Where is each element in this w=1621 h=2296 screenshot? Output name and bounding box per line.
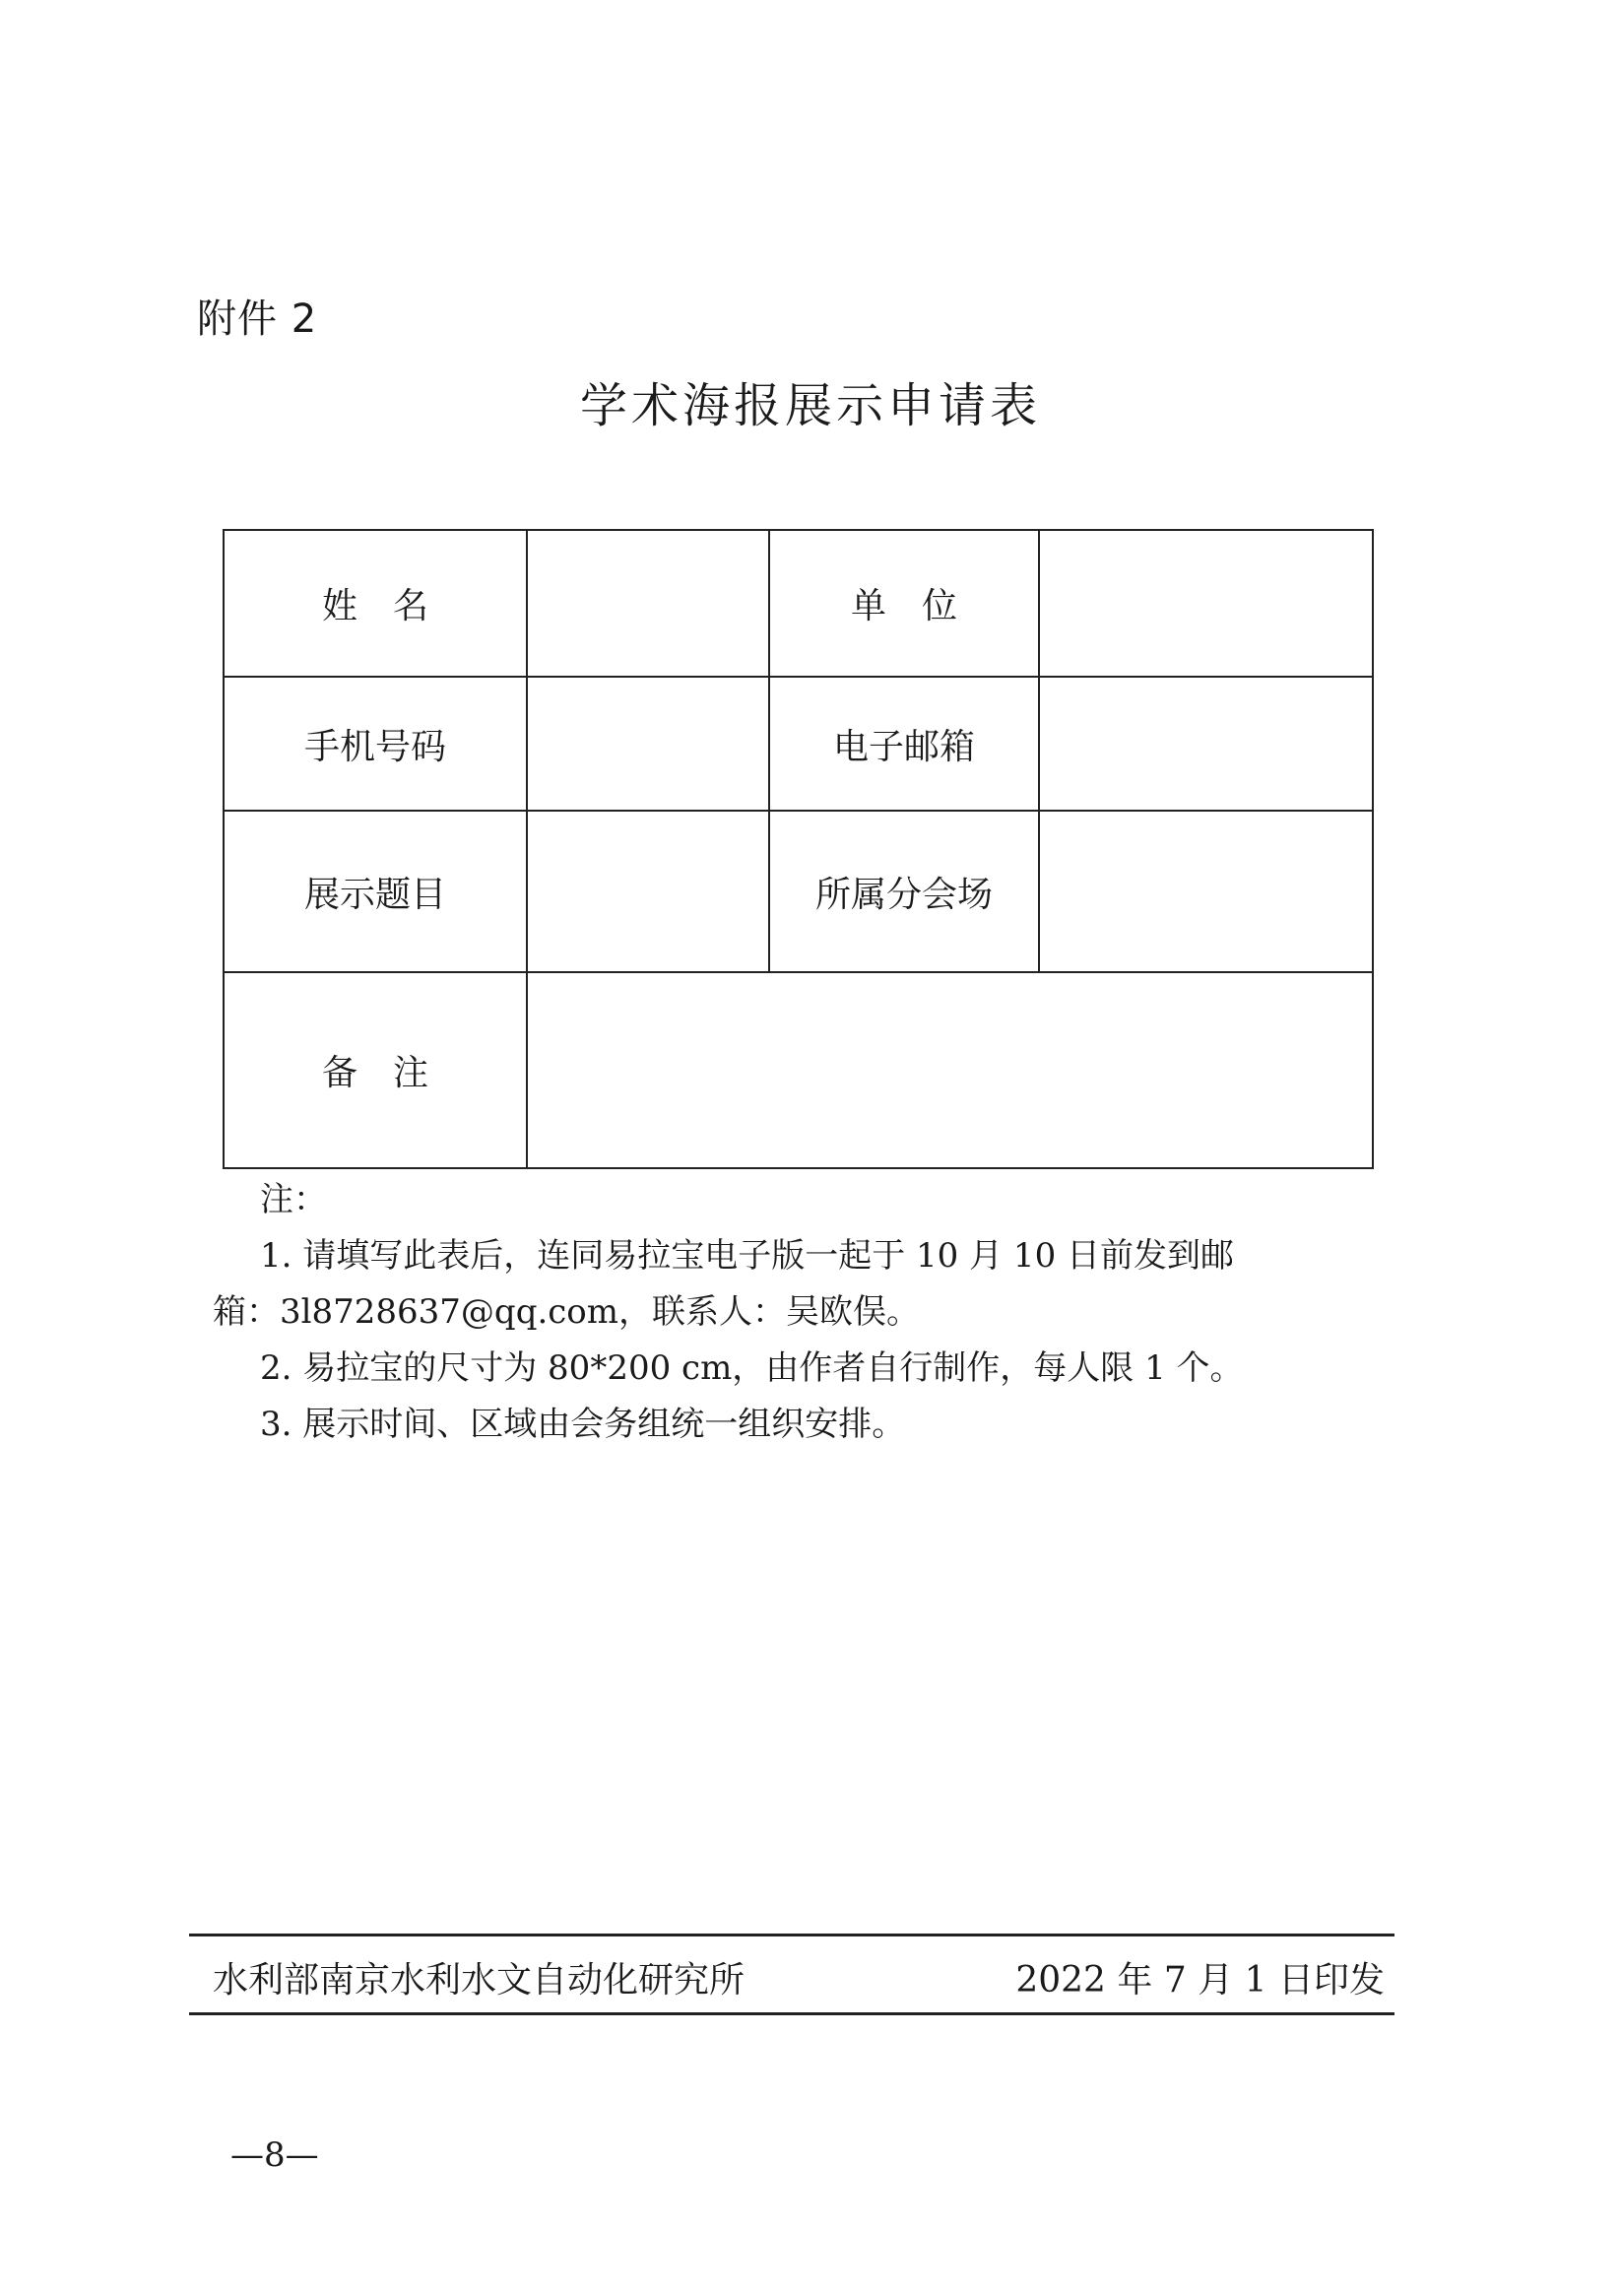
note-item-3: 3. 展示时间、区域由会务组统一组织安排。 <box>260 1405 906 1444</box>
note-item-1-continued: 箱：3l8728637@qq.com，联系人：吴欧俣。 <box>213 1292 921 1332</box>
attachment-label: 附件 2 <box>197 296 318 342</box>
form-row-remarks <box>224 972 1373 1168</box>
footer-top-rule <box>189 1934 1394 1936</box>
unit-label: 单 位 <box>769 530 1039 677</box>
application-form-table <box>223 529 1374 1169</box>
form-title: 学术海报展示申请表 <box>579 378 1041 433</box>
page-number: —8— <box>230 2135 319 2175</box>
session-label: 所属分会场 <box>769 811 1039 972</box>
note-item-2: 2. 易拉宝的尺寸为 80*200 cm，由作者自行制作，每人限 1 个。 <box>260 1348 1244 1388</box>
phone-field[interactable] <box>527 677 769 811</box>
form-row-phone-email <box>224 677 1373 811</box>
name-label: 姓 名 <box>224 530 527 677</box>
notes-section <box>213 1172 1394 1453</box>
topic-label: 展示题目 <box>224 811 527 972</box>
notes-heading: 注： <box>260 1180 327 1219</box>
phone-label: 手机号码 <box>224 677 527 811</box>
session-field[interactable] <box>1039 811 1373 972</box>
issuing-organization: 水利部南京水利水文自动化研究所 <box>213 1960 746 2001</box>
note-item-1: 1. 请填写此表后，连同易拉宝电子版一起于 10 月 10 日前发到邮 <box>260 1236 1235 1276</box>
email-label: 电子邮箱 <box>769 677 1039 811</box>
form-row-name-unit <box>224 530 1373 677</box>
email-field[interactable] <box>1039 677 1373 811</box>
unit-field[interactable] <box>1039 530 1373 677</box>
name-field[interactable] <box>527 530 769 677</box>
issue-date: 2022 年 7 月 1 日印发 <box>1015 1960 1385 2001</box>
footer-bottom-rule <box>189 2012 1394 2015</box>
form-row-topic-session <box>224 811 1373 972</box>
remarks-label: 备 注 <box>224 972 527 1168</box>
topic-field[interactable] <box>527 811 769 972</box>
remarks-field[interactable] <box>527 972 1373 1168</box>
